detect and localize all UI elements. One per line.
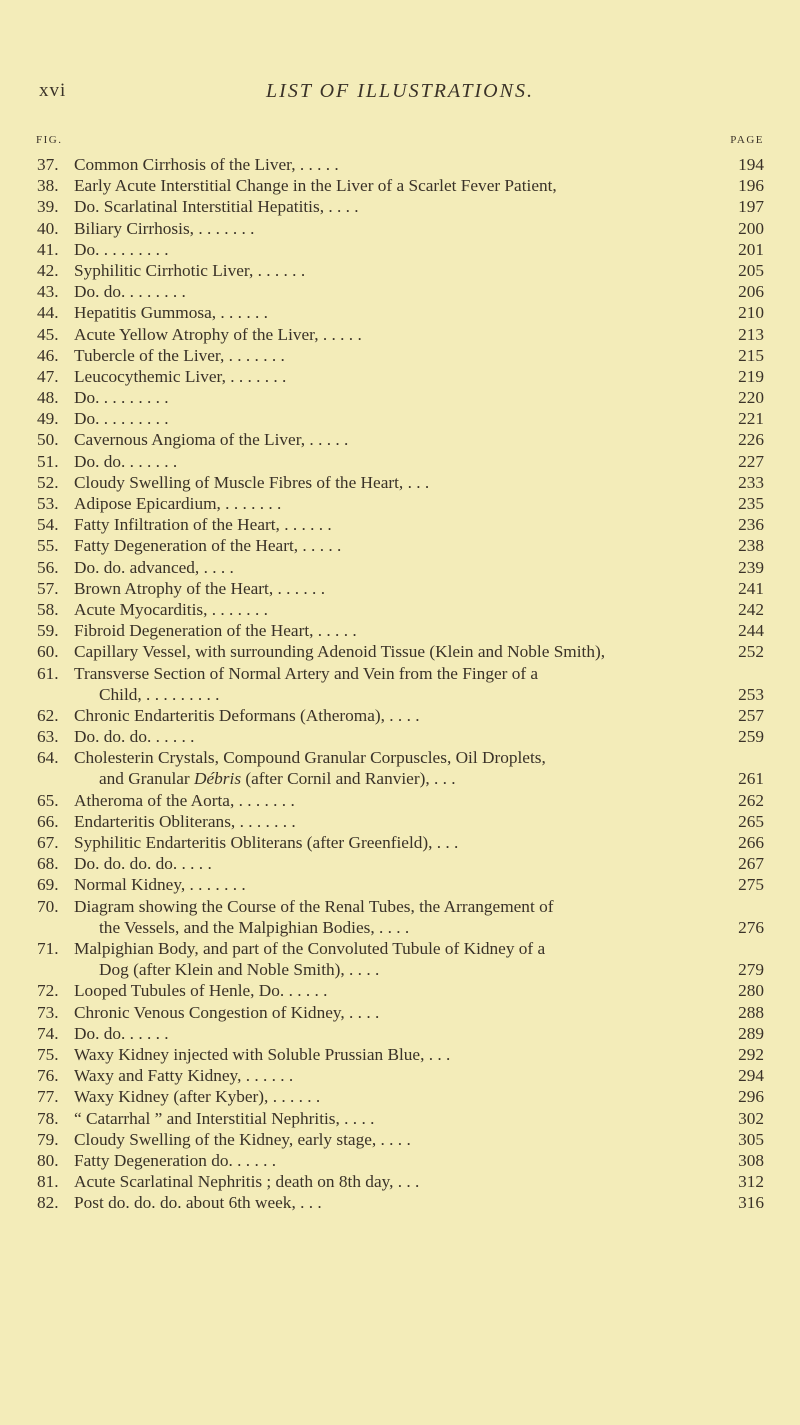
list-item <box>0 1171 800 1192</box>
caption-line: Syphilitic Cirrhotic Liver, . . . . . . <box>74 260 306 280</box>
figure-number: 70. <box>37 896 59 916</box>
figure-number: 82. <box>37 1193 59 1213</box>
figure-number: 68. <box>37 854 59 874</box>
figure-caption <box>74 324 714 345</box>
page-reference: 259 <box>738 727 764 747</box>
caption-line: Fatty Degeneration of the Heart, . . . . . <box>74 536 342 556</box>
page-reference: 233 <box>738 472 764 492</box>
figure-caption <box>74 663 714 705</box>
list-item <box>0 980 800 1001</box>
page-reference: 238 <box>738 536 764 556</box>
caption-line: Capillary Vessel, with surrounding Adenoid Tissue (Klein and Noble Smith), <box>74 642 606 662</box>
figure-caption <box>74 641 714 662</box>
figure-number: 44. <box>37 303 59 323</box>
figure-caption <box>74 302 714 323</box>
page-reference: 244 <box>738 621 764 641</box>
caption-line: Do. do. . . . . . . <box>74 451 178 471</box>
page-reference: 226 <box>738 430 764 450</box>
list-item <box>0 811 800 832</box>
page-reference: 197 <box>738 197 764 217</box>
caption-line: Fatty Infiltration of the Heart, . . . . . . <box>74 515 332 535</box>
figure-caption <box>74 408 714 429</box>
page-reference: 235 <box>738 494 764 513</box>
caption-line: Leucocythemic Liver, . . . . . . . <box>74 366 287 386</box>
list-item <box>0 1108 800 1129</box>
figure-caption <box>74 493 714 514</box>
figure-number: 58. <box>37 599 59 619</box>
page-reference: 262 <box>738 790 764 810</box>
figure-caption <box>74 1108 714 1129</box>
figure-caption <box>74 1192 714 1213</box>
illustration-list <box>0 154 800 1213</box>
caption-line: Malpighian Body, and part of the Convoluted Tubule of Kidney of a <box>74 938 546 958</box>
figure-caption <box>74 1086 714 1107</box>
caption-line: Hepatitis Gummosa, . . . . . . <box>74 303 268 323</box>
page-reference: 276 <box>738 917 764 937</box>
caption-line: Normal Kidney, . . . . . . . <box>74 875 246 895</box>
caption-line: Tubercle of the Liver, . . . . . . . <box>74 345 285 365</box>
caption-line: Cloudy Swelling of the Kidney, early stage, . . . . <box>74 1129 411 1149</box>
list-item <box>0 1002 800 1023</box>
figure-number: 80. <box>37 1150 59 1170</box>
caption-line: Acute Yellow Atrophy of the Liver, . . . . . <box>74 324 362 344</box>
page-reference: 280 <box>738 981 764 1001</box>
figure-number: 74. <box>37 1023 59 1043</box>
list-item <box>0 747 800 789</box>
caption-line: Do. . . . . . . . . <box>74 239 169 259</box>
column-headings <box>0 134 800 150</box>
list-item <box>0 239 800 260</box>
list-item <box>0 260 800 281</box>
figure-caption <box>74 260 714 281</box>
caption-line: Do. Scarlatinal Interstitial Hepatitis, . . . . <box>74 197 359 217</box>
list-item <box>0 1086 800 1107</box>
figure-number: 81. <box>37 1172 59 1192</box>
page-reference: 316 <box>738 1193 764 1213</box>
page-reference: 236 <box>738 515 764 535</box>
caption-line: Do. . . . . . . . . <box>74 409 169 429</box>
page-reference: 201 <box>738 239 764 259</box>
page-reference: 220 <box>738 388 764 408</box>
caption-line: Acute Scarlatinal Nephritis ; death on 8th day, . . . <box>74 1172 420 1192</box>
figure-number: 48. <box>37 388 59 408</box>
page-reference: 261 <box>738 769 764 789</box>
figure-caption <box>74 451 714 472</box>
list-item <box>0 620 800 641</box>
caption-line: Looped Tubules of Henle, Do. . . . . . <box>74 981 328 1001</box>
list-item <box>0 641 800 662</box>
page-reference: 196 <box>738 176 764 196</box>
figure-number: 42. <box>37 260 59 280</box>
caption-line: Transverse Section of Normal Artery and Vein from the Finger of a <box>74 663 539 683</box>
page-reference: 275 <box>738 875 764 895</box>
figure-caption <box>74 1023 714 1044</box>
page-reference: 257 <box>738 705 764 725</box>
page-reference: 266 <box>738 833 764 853</box>
list-item <box>0 493 800 514</box>
list-item <box>0 557 800 578</box>
list-item <box>0 366 800 387</box>
caption-continuation: Child, . . . . . . . . . <box>99 684 220 704</box>
caption-line: Waxy Kidney injected with Soluble Prussian Blue, . . . <box>74 1044 451 1064</box>
figure-caption <box>74 790 714 811</box>
caption-continuation: and Granular Débris (after Cornil and Ranvier), . . . <box>99 769 456 789</box>
figure-number: 41. <box>37 239 59 259</box>
list-item <box>0 154 800 175</box>
page-reference: 205 <box>738 260 764 280</box>
caption-line: Chronic Endarteritis Deformans (Atheroma), . . . . <box>74 705 420 725</box>
caption-line: Diagram showing the Course of the Renal Tubes, the Arrangement of <box>74 896 554 916</box>
caption-line: Biliary Cirrhosis, . . . . . . . <box>74 218 255 238</box>
figure-number: 57. <box>37 578 59 598</box>
page-title: LIST OF ILLUSTRATIONS. <box>266 80 534 102</box>
figure-caption <box>74 218 714 239</box>
list-item <box>0 726 800 747</box>
figure-number: 45. <box>37 324 59 344</box>
figure-caption <box>74 514 714 535</box>
figure-caption <box>74 175 714 196</box>
figure-caption <box>74 345 714 366</box>
caption-line: Fibroid Degeneration of the Heart, . . . . . <box>74 621 357 641</box>
figure-number: 67. <box>37 833 59 853</box>
caption-continuation: the Vessels, and the Malpighian Bodies, . . . . <box>99 917 410 937</box>
figure-number: 61. <box>37 663 59 683</box>
figure-caption <box>74 726 714 747</box>
list-item <box>0 853 800 874</box>
list-item <box>0 408 800 429</box>
list-item <box>0 938 800 980</box>
page-reference: 215 <box>738 345 764 365</box>
list-item <box>0 302 800 323</box>
figure-caption <box>74 896 714 938</box>
fig-column-heading: FIG. <box>36 134 63 146</box>
list-item <box>0 175 800 196</box>
caption-line: Cavernous Angioma of the Liver, . . . . . <box>74 430 349 450</box>
page-reference: 213 <box>738 324 764 344</box>
figure-caption <box>74 154 714 175</box>
caption-line: Cloudy Swelling of Muscle Fibres of the Heart, . . . <box>74 472 430 492</box>
caption-line: Waxy Kidney (after Kyber), . . . . . . <box>74 1087 321 1107</box>
figure-number: 50. <box>37 430 59 450</box>
caption-line: Atheroma of the Aorta, . . . . . . . <box>74 790 295 810</box>
figure-number: 71. <box>37 938 59 958</box>
list-item <box>0 790 800 811</box>
page-reference: 292 <box>738 1044 764 1064</box>
figure-number: 53. <box>37 494 59 513</box>
list-item <box>0 599 800 620</box>
figure-number: 69. <box>37 875 59 895</box>
figure-caption <box>74 387 714 408</box>
page-reference: 302 <box>738 1108 764 1128</box>
figure-caption <box>74 811 714 832</box>
caption-line: Do. do. do. . . . . . <box>74 727 195 747</box>
caption-line: Do. do. . . . . . . . <box>74 282 186 302</box>
page-reference: 206 <box>738 282 764 302</box>
figure-number: 65. <box>37 790 59 810</box>
figure-number: 52. <box>37 472 59 492</box>
page-reference: 294 <box>738 1066 764 1086</box>
figure-caption <box>74 1150 714 1171</box>
list-item <box>0 535 800 556</box>
page-number: xvi <box>39 80 67 101</box>
list-item <box>0 281 800 302</box>
list-item <box>0 874 800 895</box>
figure-caption <box>74 429 714 450</box>
list-item <box>0 896 800 938</box>
figure-number: 75. <box>37 1044 59 1064</box>
caption-line: Post do. do. do. about 6th week, . . . <box>74 1193 322 1213</box>
figure-number: 49. <box>37 409 59 429</box>
page-reference: 288 <box>738 1002 764 1022</box>
list-item <box>0 472 800 493</box>
list-item <box>0 1150 800 1171</box>
list-item <box>0 324 800 345</box>
figure-number: 59. <box>37 621 59 641</box>
figure-number: 76. <box>37 1066 59 1086</box>
figure-number: 56. <box>37 557 59 577</box>
list-item <box>0 1065 800 1086</box>
list-item <box>0 832 800 853</box>
caption-line: Adipose Epicardium, . . . . . . . <box>74 494 282 513</box>
figure-number: 72. <box>37 981 59 1001</box>
figure-number: 40. <box>37 218 59 238</box>
figure-caption <box>74 472 714 493</box>
list-item <box>0 1044 800 1065</box>
caption-line: Common Cirrhosis of the Liver, . . . . . <box>74 155 339 174</box>
figure-number: 64. <box>37 748 59 768</box>
figure-caption <box>74 1065 714 1086</box>
figure-caption <box>74 1171 714 1192</box>
figure-caption <box>74 1002 714 1023</box>
caption-line: Chronic Venous Congestion of Kidney, . . . . <box>74 1002 380 1022</box>
figure-number: 78. <box>37 1108 59 1128</box>
caption-line: Waxy and Fatty Kidney, . . . . . . <box>74 1066 294 1086</box>
list-item <box>0 345 800 366</box>
caption-line: Early Acute Interstitial Change in the Liver of a Scarlet Fever Patient, <box>74 176 557 196</box>
figure-number: 63. <box>37 727 59 747</box>
figure-number: 62. <box>37 705 59 725</box>
page-reference: 239 <box>738 557 764 577</box>
caption-line: Do. do. do. do. . . . . <box>74 854 212 874</box>
list-item <box>0 429 800 450</box>
list-item <box>0 196 800 217</box>
figure-caption <box>74 557 714 578</box>
page-column-heading: PAGE <box>730 134 764 146</box>
figure-caption <box>74 239 714 260</box>
caption-line: Do. . . . . . . . . <box>74 388 169 408</box>
caption-line: “ Catarrhal ” and Interstitial Nephritis, . . . . <box>74 1108 375 1128</box>
list-item <box>0 514 800 535</box>
caption-line: Do. do. . . . . . <box>74 1023 169 1043</box>
figure-number: 37. <box>37 155 59 174</box>
page-reference: 221 <box>738 409 764 429</box>
caption-line: Brown Atrophy of the Heart, . . . . . . <box>74 578 326 598</box>
list-item <box>0 1129 800 1150</box>
page-reference: 267 <box>738 854 764 874</box>
figure-caption <box>74 747 714 789</box>
figure-caption <box>74 1129 714 1150</box>
figure-number: 66. <box>37 811 59 831</box>
caption-line: Cholesterin Crystals, Compound Granular Corpuscles, Oil Droplets, <box>74 748 546 768</box>
figure-caption <box>74 853 714 874</box>
caption-line: Syphilitic Endarteritis Obliterans (after Greenfield), . . . <box>74 833 459 853</box>
page-reference: 241 <box>738 578 764 598</box>
figure-number: 43. <box>37 282 59 302</box>
page-reference: 194 <box>738 155 764 174</box>
list-item <box>0 387 800 408</box>
page-reference: 210 <box>738 303 764 323</box>
figure-number: 55. <box>37 536 59 556</box>
caption-continuation: Dog (after Klein and Noble Smith), . . . . <box>99 960 380 980</box>
list-item <box>0 1023 800 1044</box>
figure-caption <box>74 578 714 599</box>
figure-caption <box>74 1044 714 1065</box>
figure-caption <box>74 620 714 641</box>
figure-caption <box>74 980 714 1001</box>
caption-line: Do. do. advanced, . . . . <box>74 557 234 577</box>
figure-caption <box>74 874 714 895</box>
page-reference: 308 <box>738 1150 764 1170</box>
figure-caption <box>74 705 714 726</box>
page-reference: 242 <box>738 599 764 619</box>
figure-number: 39. <box>37 197 59 217</box>
page-reference: 296 <box>738 1087 764 1107</box>
caption-line: Fatty Degeneration do. . . . . . <box>74 1150 277 1170</box>
page-reference: 253 <box>738 684 764 704</box>
list-item <box>0 218 800 239</box>
figure-caption <box>74 599 714 620</box>
figure-caption <box>74 196 714 217</box>
figure-caption <box>74 938 714 980</box>
list-item <box>0 451 800 472</box>
figure-caption <box>74 366 714 387</box>
figure-caption <box>74 281 714 302</box>
list-item <box>0 1192 800 1213</box>
page-reference: 227 <box>738 451 764 471</box>
figure-number: 54. <box>37 515 59 535</box>
figure-number: 51. <box>37 451 59 471</box>
figure-number: 73. <box>37 1002 59 1022</box>
figure-number: 47. <box>37 366 59 386</box>
figure-caption <box>74 535 714 556</box>
page-reference: 289 <box>738 1023 764 1043</box>
page-header <box>0 80 800 110</box>
figure-caption <box>74 832 714 853</box>
caption-line: Endarteritis Obliterans, . . . . . . . <box>74 811 296 831</box>
page-reference: 279 <box>738 960 764 980</box>
page-reference: 200 <box>738 218 764 238</box>
figure-number: 79. <box>37 1129 59 1149</box>
figure-number: 38. <box>37 176 59 196</box>
figure-number: 77. <box>37 1087 59 1107</box>
list-item <box>0 705 800 726</box>
page-reference: 219 <box>738 366 764 386</box>
figure-number: 46. <box>37 345 59 365</box>
figure-number: 60. <box>37 642 59 662</box>
page-reference: 252 <box>738 642 764 662</box>
caption-line: Acute Myocarditis, . . . . . . . <box>74 599 268 619</box>
list-item <box>0 578 800 599</box>
page-reference: 312 <box>738 1172 764 1192</box>
page-reference: 305 <box>738 1129 764 1149</box>
list-item <box>0 663 800 705</box>
page-reference: 265 <box>738 811 764 831</box>
